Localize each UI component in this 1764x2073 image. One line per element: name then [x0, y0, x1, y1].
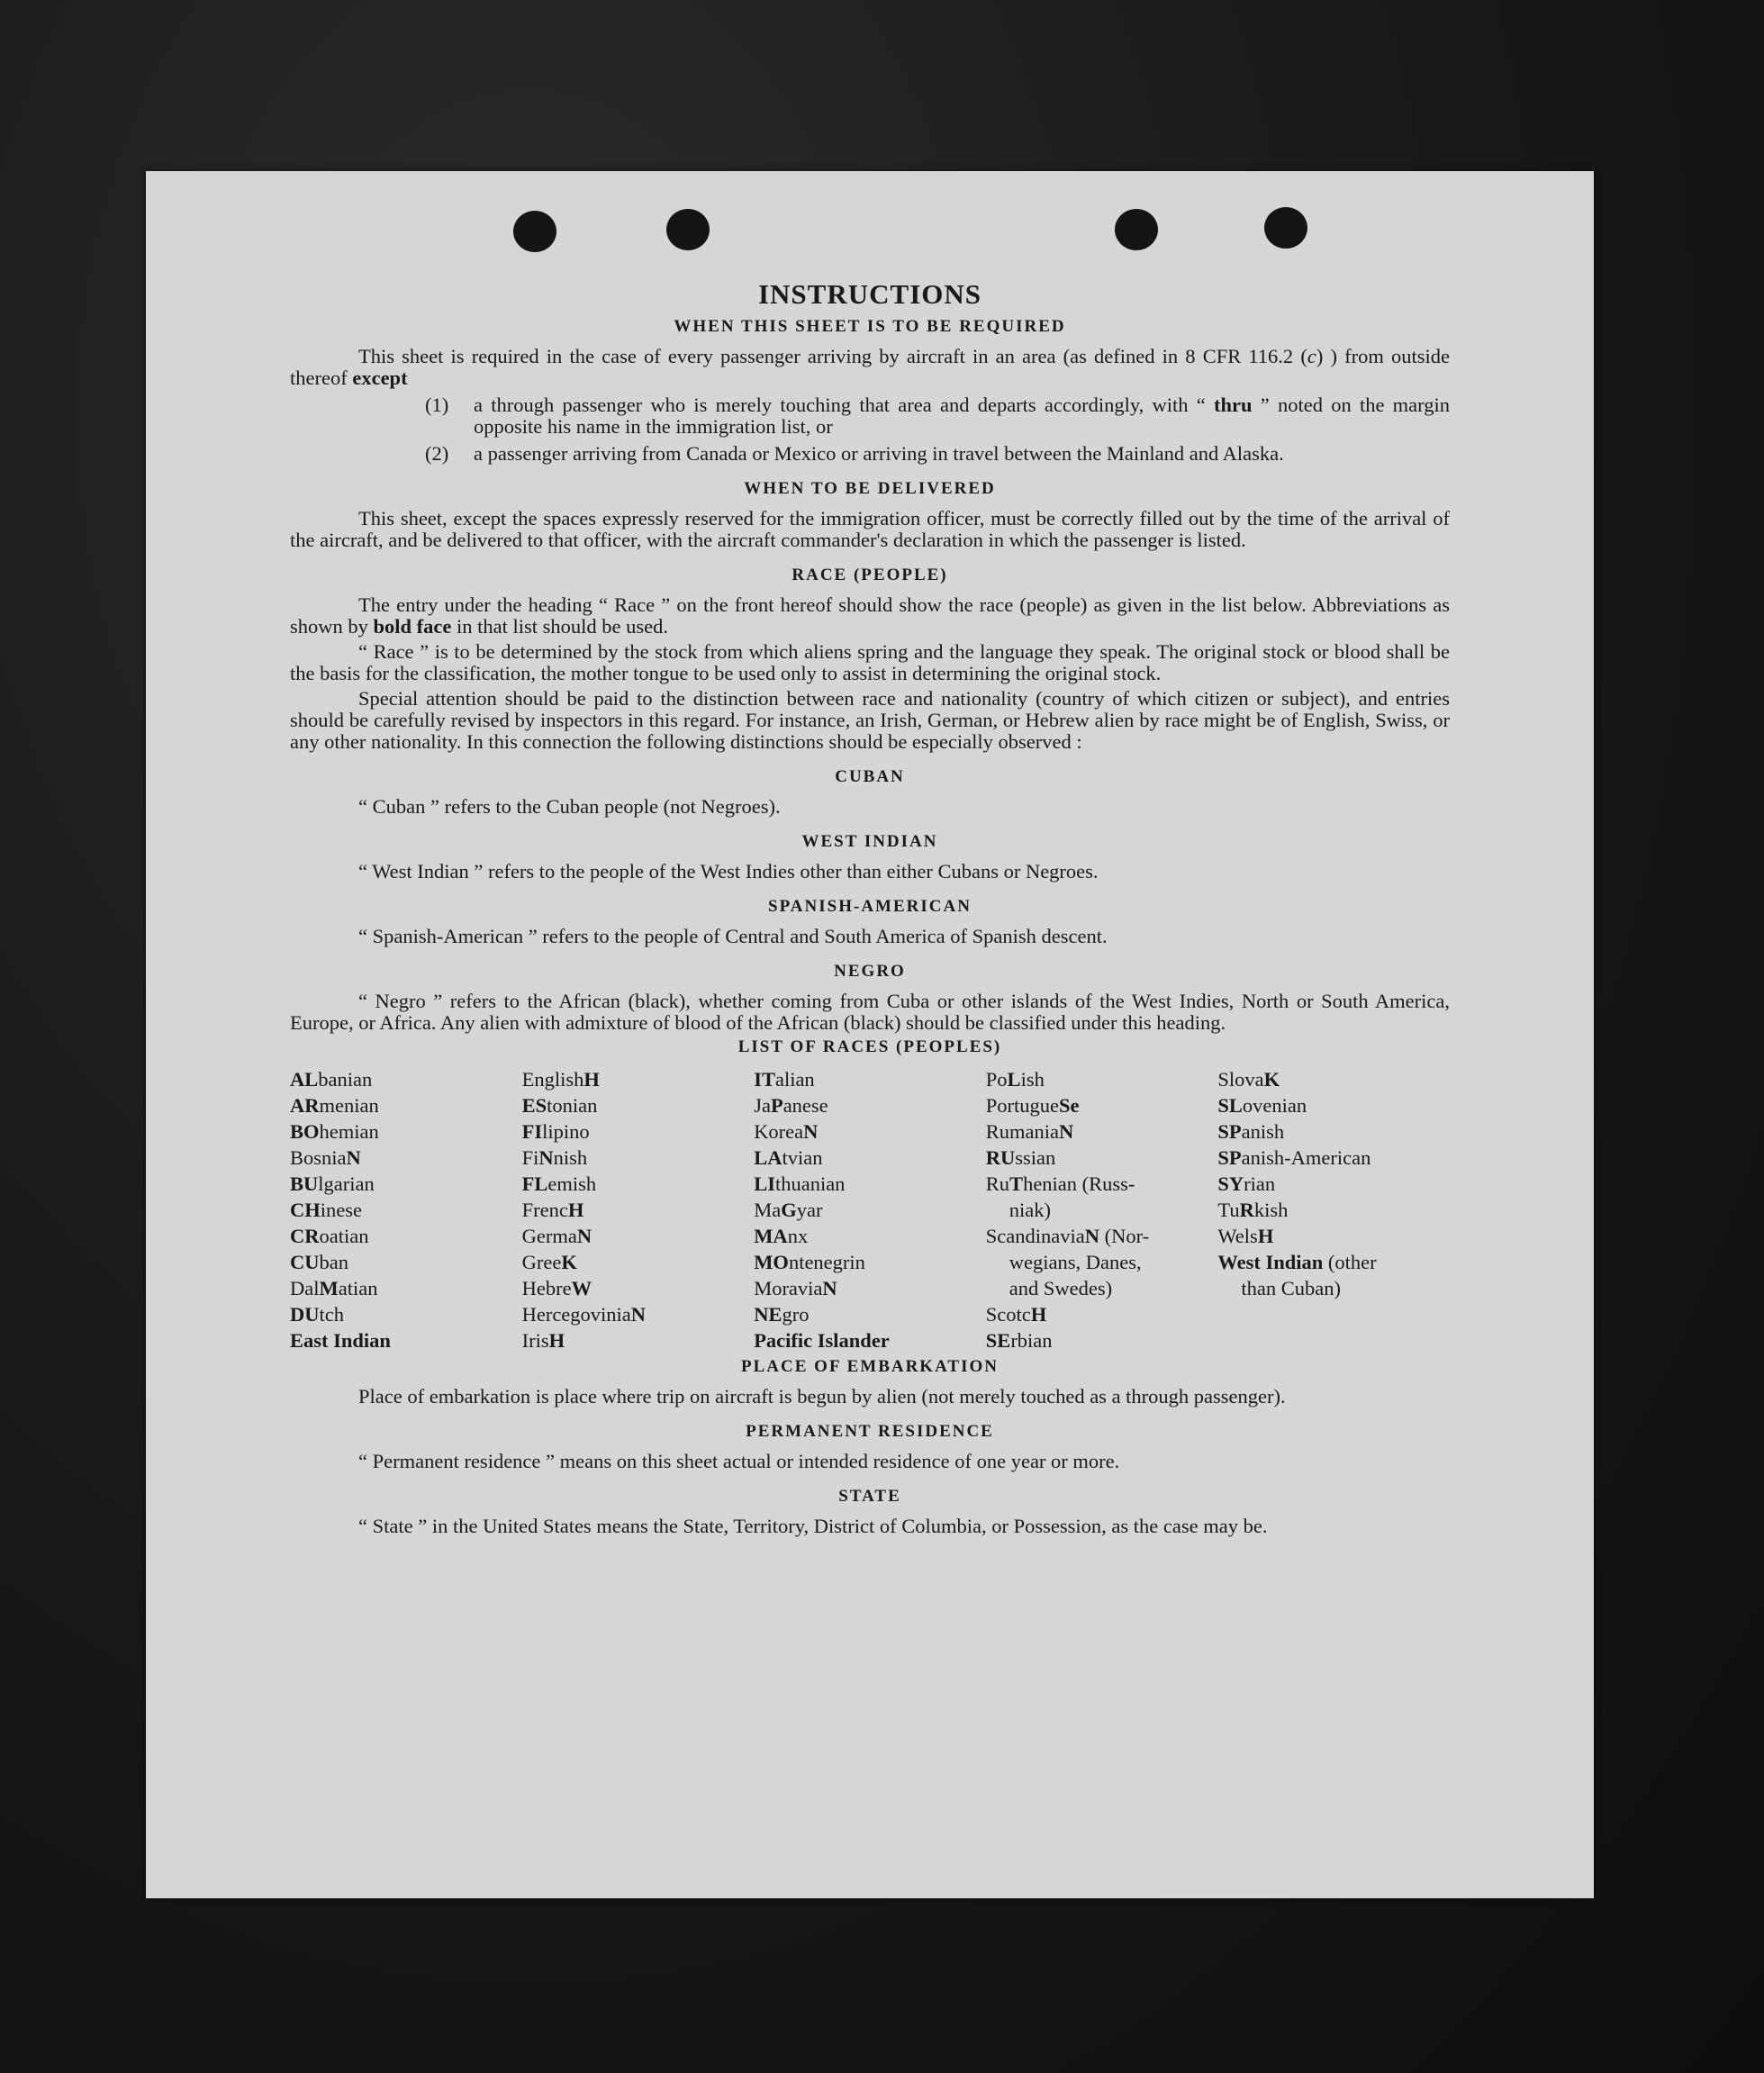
race-item: CUban: [290, 1251, 348, 1273]
race-item: BOhemian: [290, 1120, 379, 1143]
paragraph-race-3: Special attention should be paid to the distinction between race and nationality (country of which citizen or subject), and entries should be carefully revised by inspectors in this regard. For instance, an Irish, German, or Hebrew alien by race might be of English, Swiss, or any other nationality. In this connection the following distinctions should be especially observed :: [290, 687, 1450, 753]
race-item: KoreaN: [754, 1120, 819, 1143]
race-item: HercegoviniaN: [521, 1303, 647, 1326]
race-item: NEgro: [754, 1303, 810, 1326]
paragraph-spanish-american: “ Spanish-American ” refers to the people of Central and South America of Spanish descent.: [358, 925, 1108, 947]
list-item: [290, 394, 1450, 438]
page-title: INSTRUCTIONS: [757, 278, 982, 310]
punch-hole: [666, 209, 710, 250]
punch-hole: [513, 211, 556, 252]
race-item: MaGyar: [754, 1199, 823, 1221]
race-item: SYrian: [1217, 1172, 1276, 1195]
race-item: IrisH: [521, 1329, 565, 1352]
paragraph-west-indian: “ West Indian ” refers to the people of the West Indies other than either Cubans or Negroes.: [358, 860, 1099, 883]
race-item: ITalian: [754, 1068, 815, 1091]
list-item-number: (2): [425, 442, 449, 465]
paragraph-place-of-embarkation: Place of embarkation is place where trip on aircraft is begun by alien (not merely touched as a through passenger).: [358, 1385, 1286, 1408]
race-item: Pacific Islander: [754, 1329, 890, 1352]
race-item: ScandinaviaN (Nor-: [985, 1225, 1150, 1247]
punch-hole: [1264, 207, 1307, 249]
list-item: [290, 443, 1450, 465]
section-heading-list-of-races: LIST OF RACES (PEOPLES): [737, 1037, 1002, 1056]
race-item: SlovaK: [1217, 1068, 1280, 1091]
punch-hole: [1115, 209, 1158, 250]
race-item: MoraviaN: [754, 1277, 837, 1299]
race-item: RUssian: [985, 1146, 1056, 1169]
list-item-number: (1): [425, 394, 449, 416]
race-item: SPanish: [1217, 1120, 1285, 1143]
section-heading-state: STATE: [838, 1487, 901, 1506]
section-heading-race: RACE (PEOPLE): [792, 566, 948, 584]
race-item: and Swedes): [1009, 1277, 1113, 1299]
race-item: LAtvian: [754, 1146, 823, 1169]
race-item: CHinese: [290, 1199, 362, 1221]
race-item: EStonian: [521, 1094, 598, 1117]
race-item: East Indian: [290, 1329, 391, 1352]
section-heading-when-required: WHEN THIS SHEET IS TO BE REQUIRED: [674, 317, 1066, 336]
document-content: [290, 279, 1450, 1541]
section-heading-cuban: CUBAN: [835, 767, 905, 786]
race-item: PoLish: [985, 1068, 1045, 1091]
race-item: EnglishH: [521, 1068, 600, 1091]
paragraph-when-required: This sheet is required in the case of every passenger arriving by aircraft in an area (as defined in 8 CFR 116.2 (c) ) from outside thereof except: [290, 345, 1451, 389]
races-column: [986, 1066, 1218, 1353]
race-item: DUtch: [290, 1303, 344, 1326]
race-item: MAnx: [754, 1225, 809, 1247]
paragraph-permanent-residence: “ Permanent residence ” means on this sheet actual or intended residence of one year or more.: [358, 1450, 1120, 1472]
race-item: than Cuban): [1241, 1277, 1341, 1299]
races-column: [522, 1066, 755, 1353]
races-column: [290, 1066, 522, 1353]
races-column: [754, 1066, 986, 1353]
list-item-text: a through passenger who is merely touching that area and departs accordingly, with “ thru ” noted on the margin opposite his name in the immigration list, or: [474, 394, 1450, 438]
list-item-text: a passenger arriving from Canada or Mexico or arriving in travel between the Mainland and Alaska.: [474, 442, 1284, 465]
race-item: ALbanian: [290, 1068, 373, 1091]
race-item: TuRkish: [1217, 1199, 1289, 1221]
section-heading-negro: NEGRO: [834, 962, 906, 981]
race-item: MOntenegrin: [754, 1251, 865, 1273]
race-item: BUlgarian: [290, 1172, 375, 1195]
race-item: FiNnish: [521, 1146, 588, 1169]
race-item: niak): [1009, 1199, 1052, 1221]
paragraph-state: “ State ” in the United States means the State, Territory, District of Columbia, or Possession, as the case may be.: [358, 1515, 1268, 1537]
race-item: WelsH: [1217, 1225, 1274, 1247]
section-heading-west-indian: WEST INDIAN: [801, 832, 938, 851]
race-item: GreeK: [521, 1251, 577, 1273]
paragraph-race-2: “ Race ” is to be determined by the stock from which aliens spring and the language they speak. The original stock or blood shall be the basis for the classification, the mother tongue to be used only to assist in determining the original stock.: [290, 640, 1450, 684]
race-item: SLovenian: [1217, 1094, 1307, 1117]
section-heading-spanish-american: SPANISH-AMERICAN: [768, 897, 972, 916]
section-heading-place-of-embarkation: PLACE OF EMBARKATION: [741, 1357, 999, 1376]
race-item: wegians, Danes,: [1009, 1251, 1142, 1273]
race-item: West Indian (other: [1217, 1251, 1377, 1273]
race-item: RumaniaN: [985, 1120, 1074, 1143]
section-heading-permanent-residence: PERMANENT RESIDENCE: [746, 1422, 994, 1441]
races-list: [290, 1066, 1450, 1353]
race-item: FrencH: [521, 1199, 584, 1221]
document-sheet: [146, 171, 1594, 1898]
race-item: FLemish: [521, 1172, 597, 1195]
race-item: ARmenian: [290, 1094, 379, 1117]
race-item: CRoatian: [290, 1225, 369, 1247]
race-item: SPanish-American: [1217, 1146, 1371, 1169]
race-item: SErbian: [985, 1329, 1053, 1352]
race-item: PortugueSe: [985, 1094, 1080, 1117]
paragraph-when-delivered: This sheet, except the spaces expressly reserved for the immigration officer, must be correctly filled out by the time of the arrival of the aircraft, and be delivered to that officer, with the aircraft commander's declaration in which the passenger is listed.: [290, 507, 1450, 551]
paragraph-negro: “ Negro ” refers to the African (black), whether coming from Cuba or other islands of the West Indies, North or South America, Europe, or Africa. Any alien with admixture of blood of the African (black) should be classified under this heading.: [290, 990, 1450, 1034]
race-item: HebreW: [521, 1277, 593, 1299]
race-item: BosniaN: [290, 1146, 361, 1169]
paragraph-cuban: “ Cuban ” refers to the Cuban people (not Negroes).: [358, 795, 781, 818]
race-item: RuThenian (Russ-: [985, 1172, 1135, 1195]
race-item: DalMatian: [290, 1277, 378, 1299]
race-item: JaPanese: [754, 1094, 828, 1117]
section-heading-when-delivered: WHEN TO BE DELIVERED: [744, 479, 996, 498]
race-item: FIlipino: [521, 1120, 590, 1143]
races-column: [1217, 1066, 1450, 1353]
race-item: GermaN: [521, 1225, 593, 1247]
paragraph-race-1: The entry under the heading “ Race ” on the front hereof should show the race (people) as given in the list below. Abbreviations as shown by bold face in that list should be used.: [290, 593, 1450, 638]
race-item: LIthuanian: [754, 1172, 846, 1195]
race-item: ScotcH: [985, 1303, 1047, 1326]
